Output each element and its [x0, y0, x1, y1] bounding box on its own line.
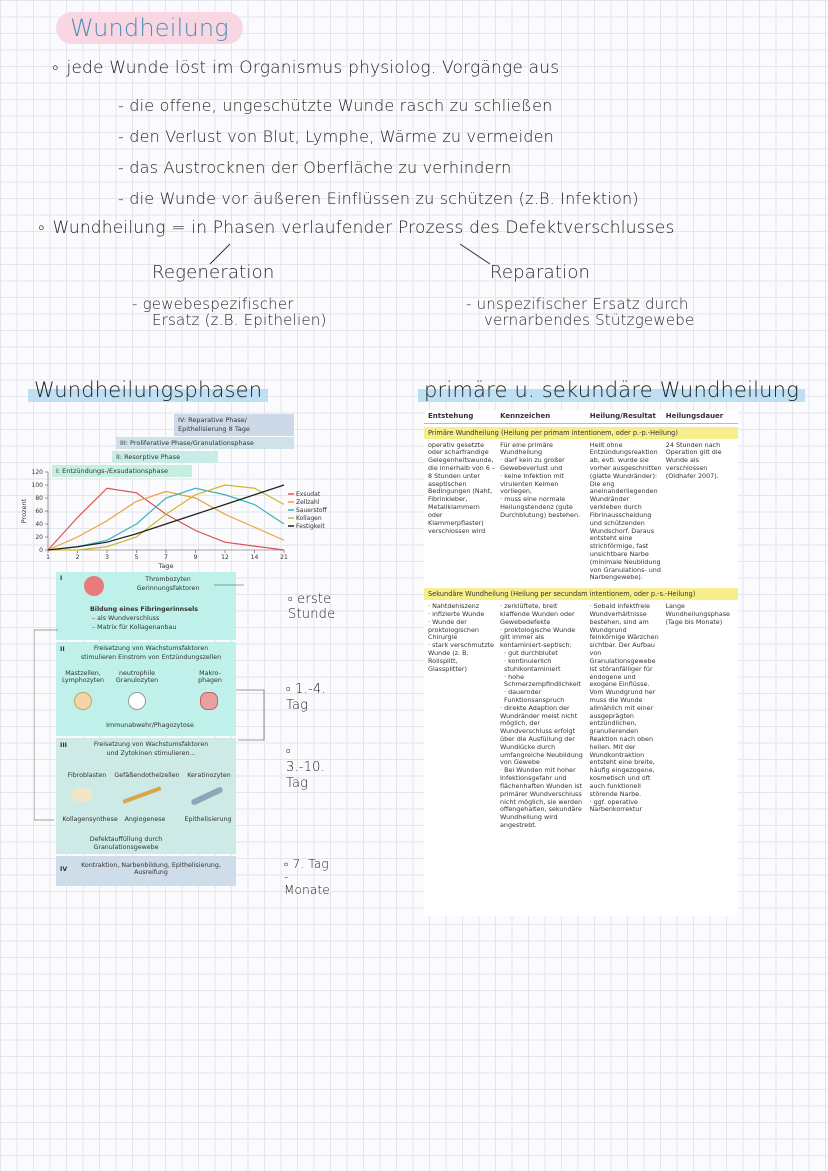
secondary-heilung-1: · Sobald infektfreie Wundverhältnisse bestehen, sind am Wundgrund feinkörnige Wärzchen sichtbar. Der Aufbau von Granulationsgewebe ist störanfälliger für endogene und exogene Einflüsse. Vom Wundgrund her muss die Wunde allmählich mit einer ausgeprägten entzündlichen, granulierenden Reaktion nach oben heilen. Mit der Wundkontraktion entsteht eine breite, häufig eingezogene, kosmetisch und oft auch funktionell störende Narbe. — [589, 602, 659, 798]
secondary-kennzeichen-1: · zerklüftete, breit klaffende Wunden oder Gewebedefekte — [500, 602, 575, 626]
phase-bar-iv: IV: Reparative Phase/ Epithelisierung 8 Tage — [174, 414, 294, 436]
series-line-sauerstoff — [48, 488, 284, 550]
flow-wachstum-4: und Zytokinen stimulieren... — [106, 750, 196, 757]
definition-line — [36, 218, 675, 238]
secondary-kennzeichen-3: · gut durchblutet — [504, 649, 558, 658]
header-kennzeichen: Kennzeichen — [500, 412, 551, 420]
bullet-icon: ∘ — [36, 218, 53, 238]
flow-kontrak: Kontraktion, Narbenbildung, Epithelisierung, Ausreifung — [81, 862, 221, 876]
y-tick-label: 120 — [31, 469, 43, 476]
intro-item: - die Wunde vor äußeren Einflüssen zu schützen (z.B. Infektion) — [118, 189, 639, 208]
flow-label-ii: II — [60, 646, 65, 653]
secondary-kennzeichen-2: · proktologische Wunde gilt immer als kontaminiert-septisch: — [500, 625, 576, 650]
flow-immun: Immunabwehr/Phagozytose — [106, 722, 194, 729]
reparation-text — [466, 296, 694, 328]
series-line-festigkeit — [48, 485, 284, 550]
intro-item: - den Verlust von Blut, Lymphe, Wärme zu vermeiden — [118, 127, 554, 146]
secondary-heilung-2: · ggf. operative Narbenkorrektur — [589, 797, 643, 814]
secondary-heilung — [590, 603, 666, 830]
table-header — [424, 410, 738, 424]
secondary-entstehung-2: · infizierte Wunde — [428, 610, 485, 619]
flow-makro: Makro-phagen — [198, 670, 222, 684]
flow-fibrin-2: – Matrix für Kollagenanbau — [92, 624, 177, 631]
flow-fibrin-1: – als Wundverschluss — [92, 615, 160, 622]
flow-angio: Angiogenese — [124, 816, 166, 823]
secondary-kennzeichen-6: · dauernder Funktionsanspruch — [504, 688, 565, 704]
left-heading-text: Wundheilungsphasen — [28, 378, 268, 402]
flow-connectors — [34, 580, 274, 840]
secondary-kennzeichen — [500, 603, 590, 830]
x-tick-label: 12 — [221, 554, 229, 561]
secondary-kennzeichen-7: · direkte Adaption der Wundränder meist nicht möglich, der Wundverschluss erfolgt über die Ausfüllung der Wundlücke durch umfangreiche Neubildung von Gewebe — [500, 703, 583, 767]
note-day-1-4: ▫ 1.-4. Tag — [286, 682, 326, 713]
reparation-text-1: - unspezifischer Ersatz durch — [466, 295, 689, 313]
page-title-wrap — [56, 14, 243, 42]
legend-label: Festigkeit — [296, 523, 325, 530]
flow-label-i: I — [60, 575, 63, 582]
x-tick-label: 9 — [193, 554, 198, 561]
x-tick-label: 3 — [105, 554, 109, 561]
secondary-entstehung — [428, 603, 500, 830]
reparation-title: Reparation — [490, 262, 591, 283]
header-entstehung: Entstehung — [428, 412, 474, 420]
table-row — [424, 442, 738, 583]
regeneration-text-2: Ersatz (z.B. Epithelien) — [152, 311, 327, 329]
x-tick-label: 14 — [250, 554, 259, 561]
regeneration-text — [132, 296, 327, 328]
primary-heilung: Heilt ohne Entzündungsreaktion ab, evtl. wurde sie vorher ausgeschnitten (glatte Wundränder): Die eng aneinanderliegenden Wundränder verkleben durch Fibrinausscheidung und schützenden Wundschorf. Daraus entsteht eine strichförmige, fast unsichtbare Narbe (minimale Neubildung von Granulations- und Narbengewebe). — [589, 440, 662, 582]
x-tick-label: 2 — [75, 554, 80, 561]
intro-item: - das Austrocknen der Oberfläche zu verhindern — [118, 158, 512, 177]
secondary-kennzeichen-4: · kontinuierlich stuhlkontaminiert — [504, 656, 561, 673]
secondary-entstehung-1: · Nahtdehiszenz — [428, 602, 480, 611]
x-axis-label: Tage — [158, 562, 174, 570]
primary-kennzeichen-2: · darf kein zu großer Gewebeverlust und — [500, 456, 565, 472]
flow-wachstum-2: stimulieren Einstrom von Entzündungszellen — [80, 654, 222, 661]
primary-kennzeichen — [500, 442, 590, 583]
right-heading — [418, 378, 805, 402]
phase-bar-ii: II: Resorptive Phase — [112, 451, 218, 463]
table-row — [424, 603, 738, 830]
wound-healing-chart — [20, 460, 340, 572]
flow-fibrin: Bildung eines Fibringerinnsels — [90, 606, 199, 613]
x-tick-label: 1 — [46, 554, 50, 561]
note-day-7-months: ▫ 7. Tag - Monate — [284, 857, 330, 897]
flow-thrombo: Thrombozyten — [145, 576, 191, 583]
secondary-kennzeichen-8: · Bei Wunden mit hoher Infektionsgefahr und flächenhaften Wunden ist primärer Wundverschluss nicht möglich, sie werden offengehalten, sekundäre Wundheilung wird angestrebt. — [500, 766, 583, 829]
header-dauer: Heilungsdauer — [665, 412, 724, 420]
flow-epith: Epithelisierung — [184, 816, 232, 823]
phase-bar-i: I: Entzündungs-/Exsudationsphase — [52, 465, 192, 477]
reparation-text-2: vernarbendes Stützgewebe — [484, 311, 695, 329]
flow-gefaess: Gefäßendothelzellen — [114, 772, 180, 779]
intro-item: - die offene, ungeschützte Wunde rasch zu schließen — [118, 96, 553, 115]
legend-label: Zellzahl — [296, 499, 320, 506]
secondary-section-label: Sekundäre Wundheilung (Heilung per secundam intentionem, oder p.-s.-Heilung) — [424, 588, 738, 600]
primary-entstehung: operativ gesetzte oder scharfrandige Gelegenheitswunde, die innerhalb von 6 – 8 Stunden unter aseptischen Bedingungen (Naht, Fibrinkleber, Metallklammern oder Klammerpflaster) verschlossen wird — [428, 440, 496, 535]
y-tick-label: 80 — [35, 495, 43, 502]
primary-kennzeichen-1: Für eine primäre Wundheilung — [500, 440, 553, 457]
header-heilung: Heilung/Resultat — [589, 412, 656, 420]
note-first-hour: ▫ erste Stunde — [288, 592, 336, 622]
intro-line — [50, 58, 559, 78]
left-heading — [28, 378, 268, 402]
x-tick-label: 5 — [134, 554, 139, 561]
y-tick-label: 20 — [35, 534, 43, 541]
y-tick-label: 40 — [35, 521, 43, 528]
flow-wachstum-3: Freisetzung von Wachstumsfaktoren — [93, 741, 209, 748]
flow-defekt-1: Defektauffüllung durch — [89, 836, 163, 843]
legend-label: Sauerstoff — [296, 507, 327, 514]
legend-label: Kollagen — [296, 515, 322, 522]
page-title: Wundheilung — [56, 12, 243, 44]
right-heading-text: primäre u. sekundäre Wundheilung — [418, 378, 805, 402]
flow-kerat: Keratinozyten — [187, 772, 231, 779]
phase-bar-iii: III: Proliferative Phase/Granulationsphase — [116, 437, 294, 449]
definition-text: Wundheilung = in Phasen verlaufender Prozess des Defektverschlusses — [52, 218, 675, 238]
x-tick-label: 21 — [280, 554, 288, 561]
intro-list — [118, 90, 639, 214]
flow-gerinnung: Gerinnungsfaktoren — [136, 585, 200, 592]
y-axis-label: Prozent — [20, 498, 28, 524]
primary-kennzeichen-4: · muss eine normale Heilungstendenz (gute Durchblutung) bestehen. — [500, 495, 581, 519]
secondary-kennzeichen-5: · hohe Schmerzempfindlichkeit — [504, 672, 581, 689]
note-day-3-10: ▫ 3.-10. Tag — [286, 744, 325, 791]
flow-label-iv: IV — [60, 866, 68, 873]
x-tick-label: 7 — [164, 554, 168, 561]
bullet-icon: ∘ — [50, 58, 67, 78]
y-tick-label: 100 — [31, 482, 43, 489]
flow-mast: Mastzellen, Lymphozyten — [62, 670, 104, 684]
healing-table — [424, 410, 738, 916]
y-tick-label: 0 — [39, 547, 43, 554]
flow-neutro: neutrophile Granulozyten — [115, 670, 159, 684]
series-line-kollagen — [48, 485, 284, 550]
flow-fibro: Fibroblasten — [67, 772, 107, 779]
series-line-zellzahl — [48, 492, 284, 551]
flow-defekt-2: Granulationsgewebe — [93, 844, 159, 851]
primary-kennzeichen-3: · keine Infektion mit virulenten Keimen vorliegen, — [500, 471, 564, 496]
flow-wachstum-1: Freisetzung von Wachstumsfaktoren — [93, 645, 209, 652]
secondary-dauer: Lange Wundheilungsphase (Tage bis Monate) — [665, 602, 730, 626]
secondary-entstehung-4: · stark verschmutzte Wunde (z. B. Rollsplitt, Glassplitter) — [428, 641, 494, 673]
regeneration-text-1: - gewebespezifischer — [132, 295, 294, 313]
intro-text: jede Wunde löst im Organismus physiolog. Vorgänge aus — [66, 58, 560, 78]
secondary-entstehung-3: · Wunde der proktologischen Chirurgie — [428, 617, 479, 642]
regeneration-title: Regeneration — [152, 262, 275, 283]
primary-dauer: 24 Stunden nach Operation gilt die Wunde als verschlossen (Oldhafer 2007). — [665, 440, 722, 480]
legend-label: Exsudat — [296, 491, 321, 498]
y-tick-label: 60 — [35, 508, 43, 515]
primary-section-label: Primäre Wundheilung (Heilung per primam intentionem, oder p.-p.-Heilung) — [424, 427, 738, 439]
flow-label-iii: III — [60, 742, 68, 749]
flow-kollagen: Kollagensynthese — [62, 816, 118, 823]
